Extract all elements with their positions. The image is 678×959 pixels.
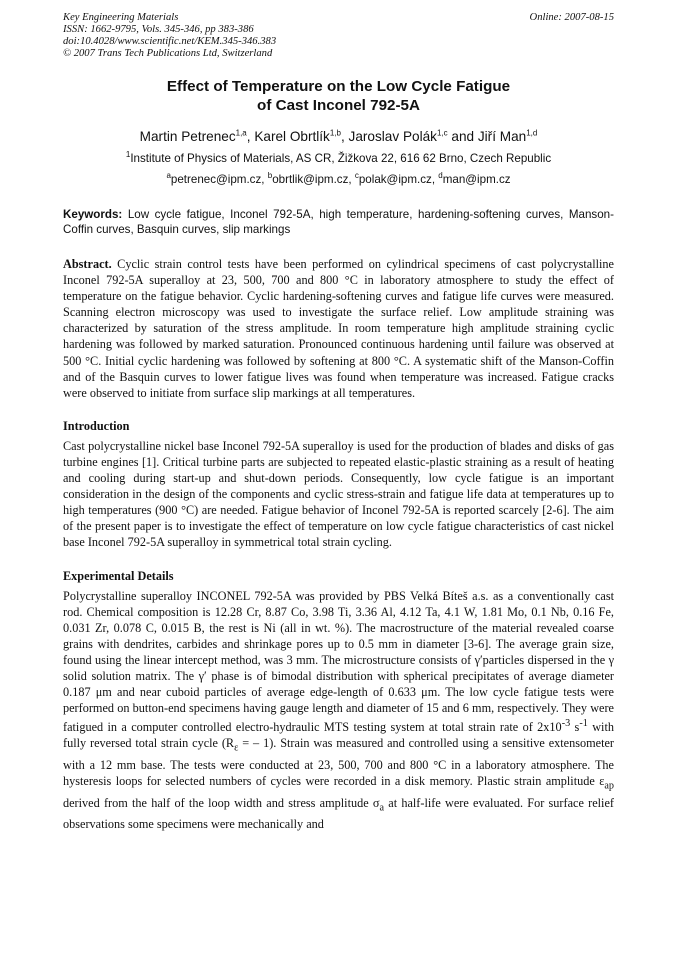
experimental-text-part: at half-life were evaluated. For surface relief observations some specimens were mechanically and [63,795,614,832]
experimental-text [63,588,614,833]
journal-header [63,12,614,60]
email-mark: b [267,171,273,181]
email-mark: d [438,171,443,181]
experimental-heading: Experimental Details [63,568,174,583]
journal-doi: doi:10.4028/www.scientific.net/KEM.345-346.383 [63,36,277,47]
email-separator: , [431,173,439,186]
experimental-text-part: derived from the half of the loop width and stress amplitude σ [63,795,380,810]
paper-page [63,12,614,832]
email-link[interactable]: obrtlik@ipm.cz [272,173,349,186]
affiliation [63,152,614,166]
keywords-text: Low cycle fatigue, Inconel 792-5A, high temperature, hardening-softening curves, Manson-Coffin curves, Basquin curves, slip markings [63,208,614,236]
author-name: Jaroslav Polák [348,129,437,144]
author-emails [63,173,614,187]
introduction-text: Cast polycrystalline nickel base Inconel 792-5A superalloy is used for the production of blades and disks of gas turbine engines [1]. Critical turbine parts are subjected to repeated elastic-plastic straining as a result of heating and cooling during start-up and shut-down periods. Consequently, low cycle fatigue is an important consideration in the design of the components and cyclic stress-strain and fatigue life data at temperatures up to high temperatures (900 °C) are needed. Fatigue behavior of Inconel 792-5A is reported scarcely [2-6]. The aim of the present paper is to investigate the effect of temperature on low cycle fatigue characteristics of cast nickel base Inconel 792-5A superalloy in symmetrical total strain cycling. [63,438,614,550]
author-separator: and [447,129,478,144]
journal-copyright: © 2007 Trans Tech Publications Ltd, Switzerland [63,48,273,59]
author-list [63,128,614,145]
journal-issn: ISSN: 1662-9795, Vols. 345-346, pp 383-386 [63,24,254,35]
experimental-text-part: with fully reversed total strain cycle (R [63,720,614,751]
author-affiliation-mark: 1,a [235,128,247,138]
email-mark: a [166,171,171,181]
strain-ratio-subscript: ε [234,742,239,754]
affiliation-mark: 1 [125,150,131,160]
author-affiliation-mark: 1,d [526,128,538,138]
experimental-text-part: = – 1). Strain was measured and controlled using a sensitive extensometer with a 12 mm base. The tests were conducted at 23, 500, 700 and 800 °C in a laboratory atmosphere. The hysteresis loops for selected numbers of cycles were recorded in a disk memory. Plastic strain amplitude ε [63,736,615,789]
author-name: Martin Petrenec [139,129,236,144]
plastic-strain-subscript: ap [604,780,614,792]
author-name: Jiří Man [477,129,527,144]
online-date: Online: 2007-08-15 [529,12,614,23]
email-link[interactable]: petrenec@ipm.cz [170,173,262,186]
email-separator: , [348,173,355,186]
paper-title-line-2: of Cast Inconel 792-5A [257,96,420,114]
author-name: Karel Obrtlík [254,129,330,144]
email-separator: , [261,173,268,186]
strain-rate-unit: s [570,720,580,735]
strain-rate-exponent: -3 [561,718,571,730]
author-separator: , [246,129,255,144]
keywords [63,207,614,237]
author-separator: , [340,129,349,144]
abstract-text: Cyclic strain control tests have been performed on cylindrical specimens of cast polycrystalline Inconel 792-5A superalloy at 23, 500, 700 and 800 °C in laboratory atmosphere to study the effect of temperature on the fatigue behavior. Cyclic hardening-softening curves and fatigue life curves were measured. Scanning electron microscopy was used to investigate the surface relief. Low amplitude straining was characterized by saturation of the stress amplitude. In room temperature high amplitude straining cyclic hardening was followed by marked saturation. Pronounced continuous hardening until failure was observed at 500 °C. Initial cyclic hardening was followed by softening at 800 °C. A systematic shift of the Manson-Coffin and of the Basquin curves to lower fatigue lives was found when temperature was increased. Fatigue cracks were observed to initiate from surface slip markings at all temperatures. [63,257,614,400]
introduction-heading: Introduction [63,418,130,433]
email-link[interactable]: polak@ipm.cz [358,173,432,186]
paper-title-line-1: Effect of Temperature on the Low Cycle Fatigue [166,78,511,95]
paper-title [63,78,614,115]
email-mark: c [354,171,359,181]
strain-rate-unit-exponent: -1 [579,718,588,730]
abstract-label: Abstract. [63,257,112,271]
email-link[interactable]: man@ipm.cz [442,173,511,186]
experimental-text-part: Polycrystalline superalloy INCONEL 792-5A was provided by PBS Velká Bíteš a.s. as a conventionally cast rod. Chemical composition is 12.28 Cr, 8.87 Co, 3.98 Ti, 3.36 Al, 4.12 Ta, 4.1 W, 1.81 Mo, 0.1 Nb, 0.16 Fe, 0.031 Zr, 0.078 C, 0.015 B, the rest is Ni (all in wt. %). The macrostructure of the material revealed coarse grains with dendrites, carbides and shrinkage pores up to 0.5 mm in diameter [3-6]. The average grain size, found using the linear intercept method, was 3 mm. The microstructure consists of γ′particles dispersed in the γ solid solution matrix. The γ′ phase is of bimodal distribution with spherical precipitates of average diameter 0.187 μm and near cuboid particles of average edge-length of 0.633 μm. The low cycle fatigue tests were performed on button-end specimens having gauge length and diameter of 15 and 6 mm, respectively. They were fatigued in a computer controlled electro-hydraulic MTS testing system at total strain rate of 2x10 [63,588,614,735]
affiliation-text: Institute of Physics of Materials, AS CR, Žižkova 22, 616 62 Brno, Czech Republic [130,152,552,165]
abstract [63,256,614,401]
stress-amplitude-subscript: a [379,802,385,814]
keywords-label: Keywords: [63,208,123,221]
journal-name: Key Engineering Materials [63,12,179,23]
author-affiliation-mark: 1,b [329,128,341,138]
author-affiliation-mark: 1,c [436,128,448,138]
